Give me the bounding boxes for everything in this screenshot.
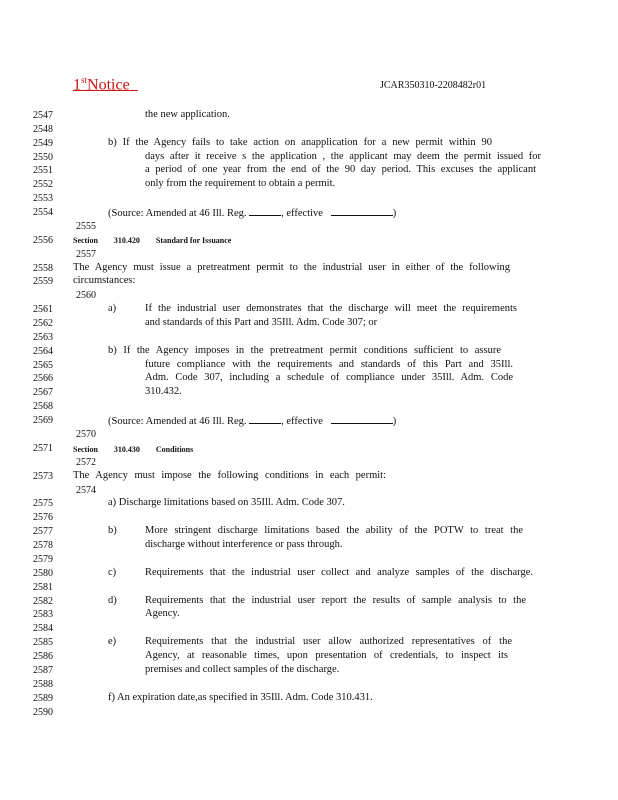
line-number: 2587	[33, 665, 53, 676]
section-heading	[73, 236, 231, 245]
source-text: , effective	[281, 416, 323, 427]
line-number: 2564	[33, 346, 53, 357]
line-number: 2590	[33, 707, 53, 718]
blank-line	[331, 206, 393, 216]
text-line: the new application.	[145, 109, 230, 120]
notice-number: 1	[73, 76, 81, 94]
notice-word: Notice	[87, 76, 130, 94]
line-number: 2583	[33, 609, 53, 620]
line-number: 2559	[33, 276, 53, 287]
text-line: days after it receive s the application , the applicant may deem the permit issued for	[145, 151, 541, 162]
line-number: 2562	[33, 318, 53, 329]
source-text: (Source: Amended at 46 Ill. Reg.	[108, 416, 247, 427]
line-number: 2569	[33, 415, 53, 426]
line-number: 2586	[33, 651, 53, 662]
item-label: b)	[108, 525, 117, 536]
document-code: JCAR350310-2208482r01	[380, 80, 487, 91]
text-line: Requirements that the industrial user report the results of sample analysis to the	[145, 595, 526, 606]
line-number: 2574	[76, 485, 96, 496]
line-number: 2580	[33, 568, 53, 579]
line-number: 2573	[33, 471, 53, 482]
line-number: 2589	[33, 693, 53, 704]
line-number: 2557	[76, 249, 96, 260]
line-number: 2588	[33, 679, 53, 690]
line-number: 2553	[33, 193, 53, 204]
text-line: Agency.	[145, 608, 180, 619]
line-number: 2581	[33, 582, 53, 593]
line-number: 2548	[33, 124, 53, 135]
line-number: 2550	[33, 152, 53, 163]
line-number: 2561	[33, 304, 53, 315]
item-label: c)	[108, 567, 117, 578]
line-number: 2570	[76, 429, 96, 440]
line-number: 2567	[33, 387, 53, 398]
line-number: 2576	[33, 512, 53, 523]
text-line: only from the requirement to obtain a permit.	[145, 178, 336, 189]
section-title: Conditions	[155, 445, 194, 454]
text-line: and standards of this Part and 35Ill. Adm. Code 307; or	[145, 317, 378, 328]
text-line: The Agency must issue a pretreatment permit to the industrial user in either of the following	[73, 262, 510, 273]
text-line: future compliance with the requirements and standards of this Part and 35Ill.	[145, 359, 513, 370]
text-line: The Agency must impose the following conditions in each permit:	[73, 470, 386, 481]
line-number: 2577	[33, 526, 53, 537]
section-heading	[73, 445, 193, 454]
line-number: 2554	[33, 207, 53, 218]
blank-line	[249, 206, 281, 216]
text-line: a period of one year from the end of the 90 day period. This excuses the applicant	[145, 164, 536, 175]
text-line: circumstances:	[73, 275, 136, 286]
line-number: 2568	[33, 401, 53, 412]
text-line: Requirements that the industrial user collect and analyze samples of the discharge.	[145, 567, 533, 578]
section-label: Section	[73, 236, 98, 245]
line-number: 2579	[33, 554, 53, 565]
line-number: 2547	[33, 110, 53, 121]
source-note	[108, 206, 396, 219]
text-line: More stringent discharge limitations based the ability of the POTW to treat the	[145, 525, 523, 536]
text-line: Requirements that the industrial user allow authorized representatives of the	[145, 636, 512, 647]
text-line: b) If the Agency fails to take action on anapplication for a new permit within 90	[108, 137, 492, 148]
notice-ordinal: st	[81, 75, 88, 85]
item-label: a)	[108, 303, 117, 314]
notice-heading	[73, 75, 138, 94]
item-label: d)	[108, 595, 117, 606]
source-text: )	[392, 208, 397, 219]
line-number: 2571	[33, 443, 53, 454]
source-text: (Source: Amended at 46 Ill. Reg.	[108, 208, 247, 219]
text-line: Agency, at reasonable times, upon presentation of credentials, to inspect its	[145, 650, 508, 661]
text-line: discharge without interference or pass through.	[145, 539, 343, 550]
text-line: premises and collect samples of the discharge.	[145, 664, 340, 675]
line-number: 2552	[33, 179, 53, 190]
text-line: a) Discharge limitations based on 35Ill. Adm. Code 307.	[108, 497, 345, 508]
line-number: 2566	[33, 373, 53, 384]
line-number: 2556	[33, 235, 53, 246]
line-number: 2575	[33, 498, 53, 509]
item-label: e)	[108, 636, 117, 647]
line-number: 2565	[33, 360, 53, 371]
line-number: 2585	[33, 637, 53, 648]
line-number: 2558	[33, 263, 53, 274]
text-line: Adm. Code 307, including a schedule of compliance under 35Ill. Adm. Code	[145, 372, 513, 383]
line-number: 2578	[33, 540, 53, 551]
blank-line	[249, 414, 281, 424]
line-number: 2551	[33, 165, 53, 176]
line-number: 2560	[76, 290, 96, 301]
section-number: 310.430	[113, 445, 140, 454]
section-number: 310.420	[113, 236, 140, 245]
source-text: , effective	[281, 208, 323, 219]
text-line: If the industrial user demonstrates that the discharge will meet the requirements	[145, 303, 517, 314]
text-line: b) If the Agency imposes in the pretreatment permit conditions sufficient to assure	[108, 345, 501, 356]
line-number: 2549	[33, 138, 53, 149]
section-label: Section	[73, 445, 98, 454]
text-line: 310.432.	[145, 386, 182, 397]
source-note	[108, 414, 396, 427]
line-number: 2563	[33, 332, 53, 343]
section-title: Standard for Issuance	[155, 236, 232, 245]
text-line: f) An expiration date,as specified in 35Ill. Adm. Code 310.431.	[108, 692, 373, 703]
line-number: 2584	[33, 623, 53, 634]
line-number: 2555	[76, 221, 96, 232]
source-text: )	[392, 416, 397, 427]
line-number: 2582	[33, 596, 53, 607]
blank-line	[331, 414, 393, 424]
line-number: 2572	[76, 457, 96, 468]
